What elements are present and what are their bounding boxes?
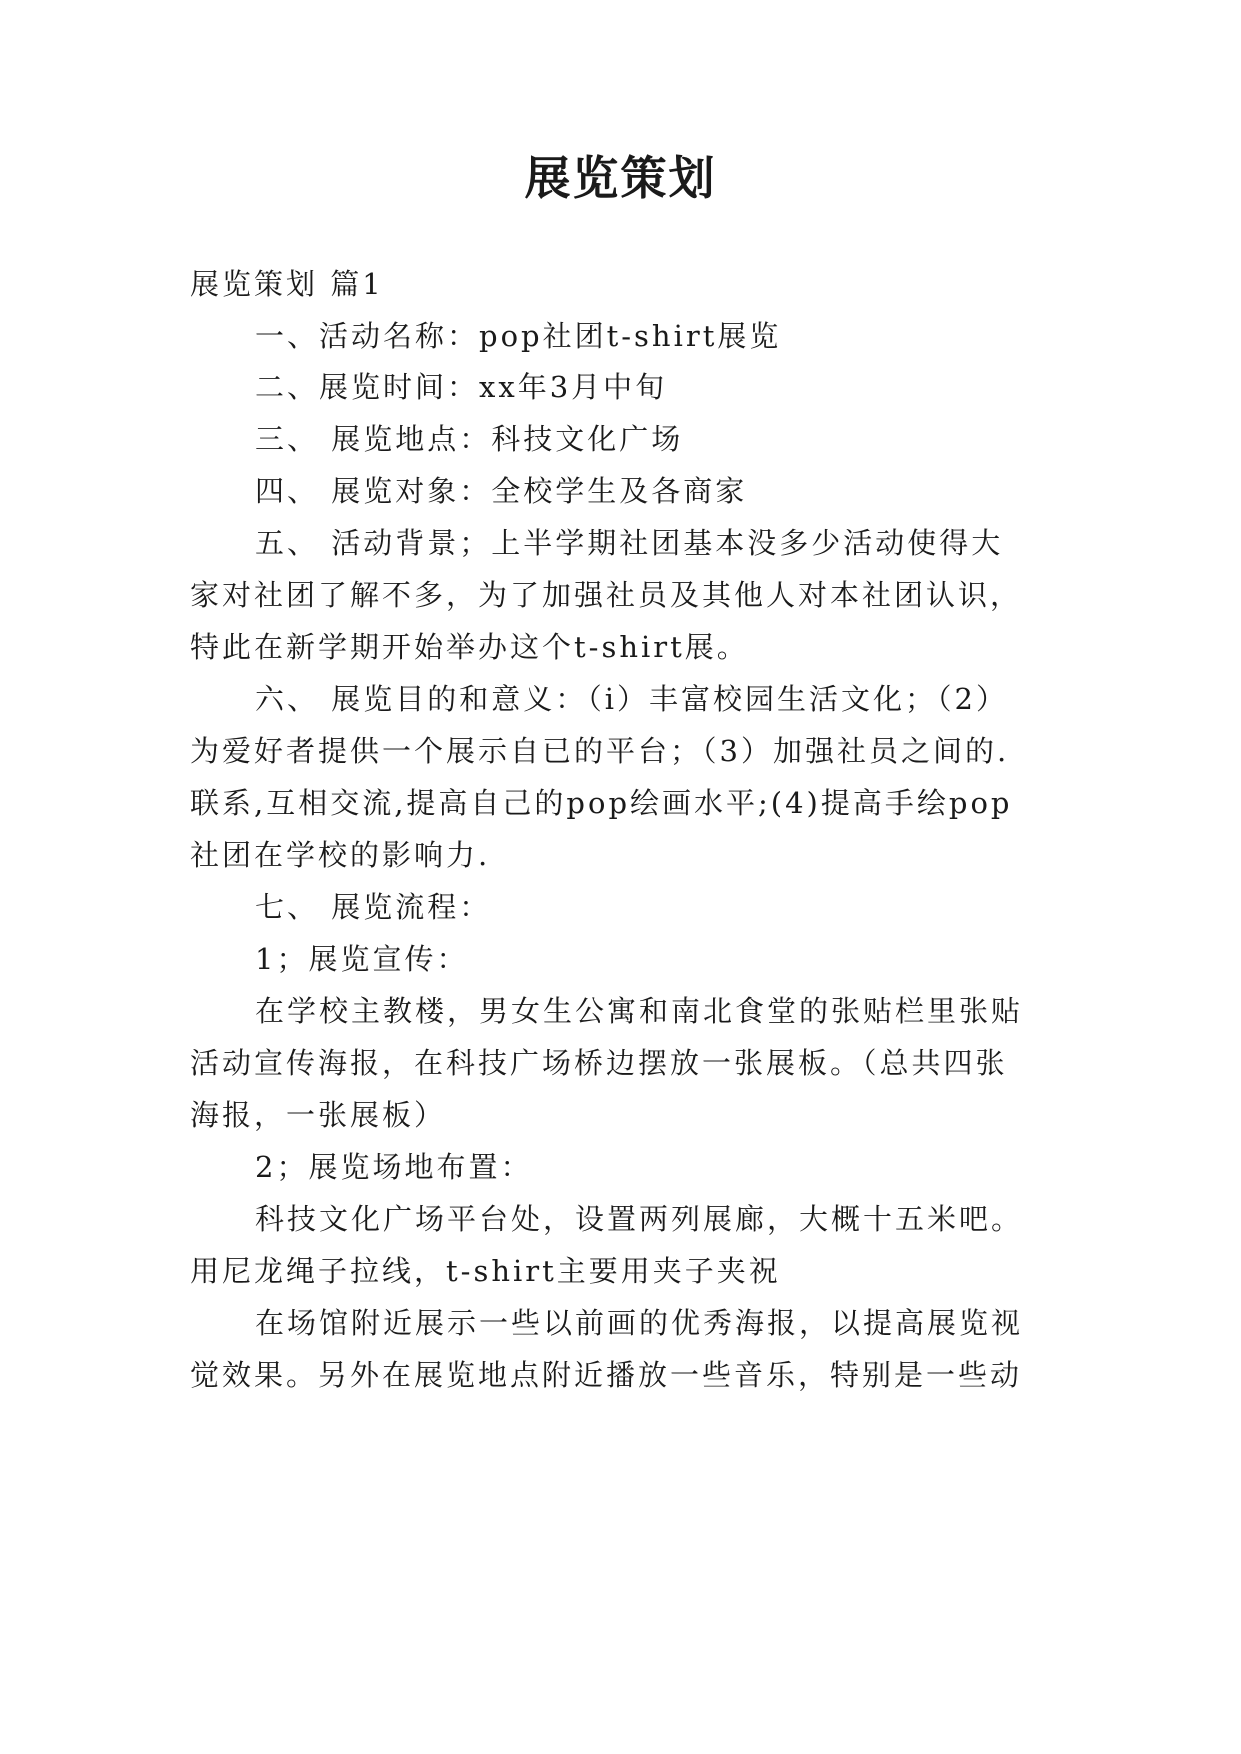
paragraph-line: 七、 展览流程： (255, 890, 492, 924)
paragraph-line: 家对社团了解不多，为了加强社员及其他人对本社团认识， (190, 578, 1023, 612)
paragraph-line: 觉效果。另外在展览地点附近播放一些音乐，特别是一些动 (190, 1358, 1023, 1392)
paragraph-line: 在场馆附近展示一些以前画的优秀海报，以提高展览视 (255, 1306, 1024, 1340)
paragraph-line: 五、 活动背景；上半学期社团基本没多少活动使得大 (255, 526, 1004, 560)
paragraph-line: 2；展览场地布置： (255, 1150, 533, 1184)
paragraph-line: 六、 展览目的和意义：（i）丰富校园生活文化；（2） (255, 682, 1008, 716)
paragraph-line: 科技文化广场平台处，设置两列展廊，大概十五米吧。 (255, 1202, 1024, 1236)
paragraph-line: 用尼龙绳子拉线，t-shirt主要用夹子夹祝 (190, 1254, 781, 1288)
paragraph-line: 联系,互相交流,提高自己的pop绘画水平;(4)提高手绘pop (190, 786, 1013, 820)
paragraph-line: 为爱好者提供一个展示自已的平台；（3）加强社员之间的. (190, 734, 1010, 768)
paragraph-line: 特此在新学期开始举办这个t-shirt展。 (190, 630, 749, 664)
paragraph-line: 活动宣传海报，在科技广场桥边摆放一张展板。（总共四张 (190, 1046, 1008, 1080)
paragraph-line: 海报，一张展板） (190, 1098, 447, 1132)
paragraph-line: 一、活动名称：pop社团t-shirt展览 (255, 319, 782, 353)
paragraph-line: 四、 展览对象：全校学生及各商家 (255, 474, 748, 508)
paragraph-line: 三、 展览地点：科技文化广场 (255, 422, 684, 456)
paragraph-line: 二、展览时间：xx年3月中旬 (255, 370, 668, 404)
paragraph-line: 社团在学校的影响力. (190, 838, 491, 872)
paragraph-line: 在学校主教楼，男女生公寓和南北食堂的张贴栏里张贴 (255, 994, 1024, 1028)
page-title: 展览策划 (524, 151, 717, 205)
paragraph-line: 1；展览宣传： (255, 942, 469, 976)
section-heading: 展览策划 篇1 (190, 267, 384, 301)
